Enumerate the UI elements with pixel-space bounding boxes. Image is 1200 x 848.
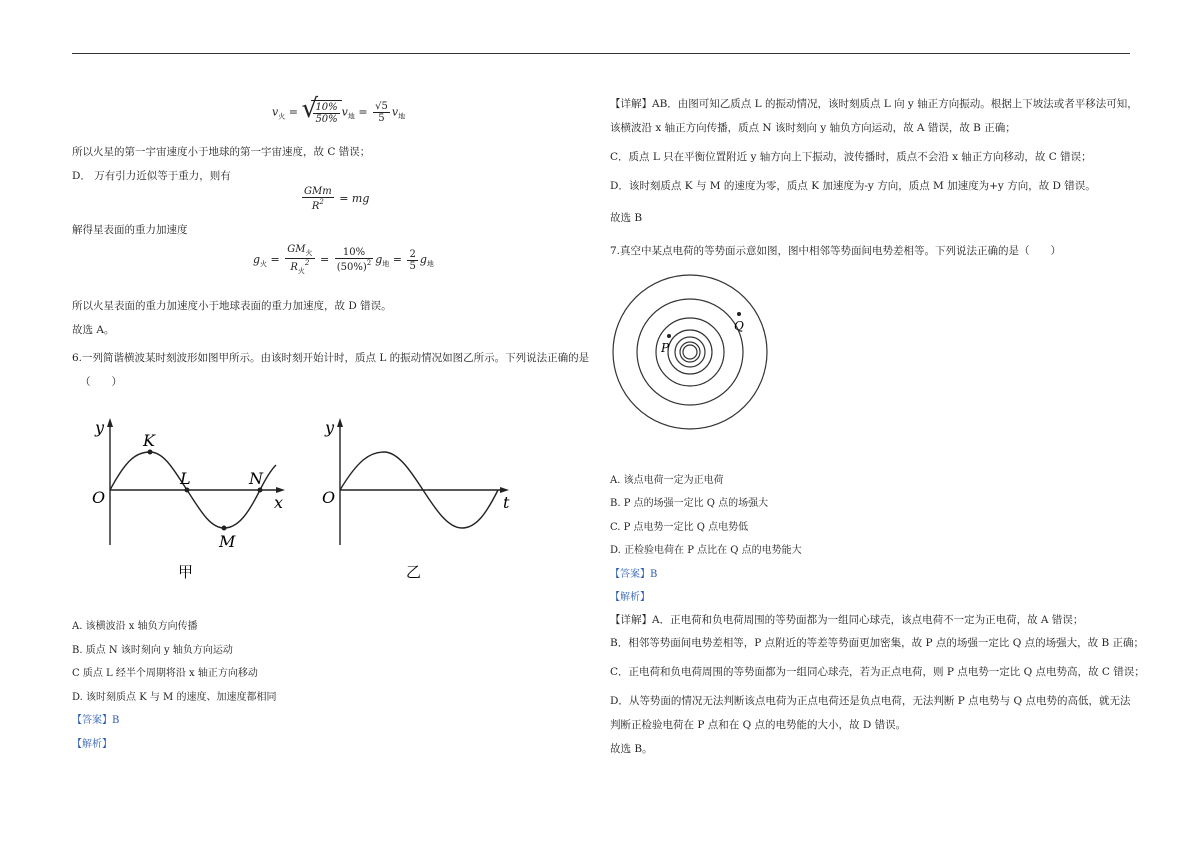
question-7: 7.真空中某点电荷的等势面示意如图，图中相邻等势面间电势差相等。下列说法正确的是（ ） [610, 245, 1062, 257]
detail-line: D．该时刻质点 K 与 M 的速度为零，质点 K 加速度为-y 方向，质点 M 加速度为+y 方向，故 D 错误。 [610, 180, 1096, 192]
q7-answer: 【答案】B [610, 569, 658, 580]
jia-y-label: y [95, 418, 105, 437]
question-6-bracket: （ ） [80, 376, 122, 388]
yi-origin-label: O [322, 488, 336, 507]
jia-m-label: M [219, 532, 236, 551]
detail-line: C．质点 L 只在平衡位置附近 y 轴方向上下振动，波传播时，质点不会沿 x 轴正方向移动，故 C 错误； [610, 151, 1092, 163]
text-line: 所以火星的第一宇宙速度小于地球的第一宇宙速度，故 C 错误； [72, 146, 371, 158]
yi-t-label: t [503, 493, 510, 512]
q7-detail-line: B．相邻等势面间电势差相等，P 点附近的等差等势面更加密集，故 P 点的场强一定比 Q 点的场强大，故 B 正确； [610, 637, 1145, 649]
equation-gravity: $\frac{\text{GMm}}{R^2}$ = mg [304, 186, 370, 212]
q7-detail-line: D．从等势面的情况无法判断该点电荷为正点电荷还是负点电荷，无法判断 P 点电势与 Q 点电势的高低，就无法 [610, 695, 1131, 707]
detail-line: 【详解】AB．由图可知乙质点 L 的振动情况，该时刻质点 L 向 y 轴正方向振动。根据上下坡法或者平移法可知， [610, 98, 1138, 110]
option-d: D. 该时刻质点 K 与 M 的速度、加速度都相同 [72, 692, 277, 703]
q7-detail-line: C．正电荷和负电荷周围的等势面都为一组同心球壳，若为正点电荷，则 P 点电势一定比 Q 点电势高，故 C 错误； [610, 666, 1145, 678]
analysis-label: 【解析】 [72, 739, 112, 750]
header-rule [72, 53, 1130, 54]
detail-line: 故选 B [610, 212, 643, 224]
yi-y-label: y [325, 418, 335, 437]
q7-detail-line: 判断正检验电荷在 P 点和在 Q 点的电势能的大小，故 D 错误。 [610, 719, 907, 731]
detail-line: 该横波沿 x 轴正方向传播，质点 N 该时刻向 y 轴负方向运动，故 A 错误，故 B 正确； [610, 122, 1016, 134]
q7-option-d: D. 正检验电荷在 P 点比在 Q 点的电势能大 [610, 545, 802, 556]
q7-detail-line: 【详解】A．正电荷和负电荷周围的等势面都为一组同心球壳，该点电荷不一定为正电荷，故 A 错误； [610, 614, 1084, 626]
q7-detail-line: 故选 B。 [610, 743, 653, 755]
q7-analysis-label: 【解析】 [610, 592, 650, 603]
q7-option-c: C. P 点电势一定比 Q 点电势低 [610, 522, 749, 533]
jia-k-label: K [143, 431, 155, 450]
q7-option-a: A. 该点电荷一定为正电荷 [610, 475, 724, 486]
option-c: C 质点 L 经半个周期将沿 x 轴正方向移动 [72, 668, 258, 679]
equipotential-figure [610, 270, 770, 436]
q7-option-b: B. P 点的场强一定比 Q 点的场强大 [610, 498, 769, 509]
answer: 【答案】B [72, 715, 120, 726]
jia-origin-label: O [92, 488, 106, 507]
point-q-label: Q [734, 319, 744, 333]
yi-caption: 乙 [406, 563, 422, 581]
text-line: 解得星表面的重力加速度 [72, 224, 188, 236]
point-p-label: P [661, 341, 670, 355]
equation-surface-gravity: $g_火$ = $\frac{GM_火}{R_火^2}$ = $\frac{10\%}{(50\%)^2}$ $g_地$ = $\frac{2}{5}$ $g_地$ [253, 244, 434, 275]
vibration-figure-yi [318, 415, 528, 583]
wave-figure-jia [88, 415, 298, 583]
jia-caption: 甲 [178, 563, 194, 581]
option-b: B. 质点 N 该时刻向 y 轴负方向运动 [72, 645, 233, 656]
jia-l-label: L [180, 469, 191, 488]
text-line: 故选 A。 [72, 324, 115, 336]
equation-velocity: $v_火$ = √ $\frac{10\%}{50\%}$ $v_地$ = $\frac{√5}{5}$ $v_地$ [272, 94, 406, 125]
question-6: 6.一列简谐横波某时刻波形如图甲所示。由该时刻开始计时，质点 L 的振动情况如图乙所示。下列说法正确的是 [72, 352, 590, 364]
jia-x-label: x [274, 493, 284, 512]
text-line: 所以火星表面的重力加速度小于地球表面的重力加速度，故 D 错误。 [72, 300, 392, 312]
jia-n-label: N [249, 469, 263, 488]
option-a: A. 该横波沿 x 轴负方向传播 [72, 621, 198, 632]
text-line: D． 万有引力近似等于重力，则有 [72, 170, 231, 182]
